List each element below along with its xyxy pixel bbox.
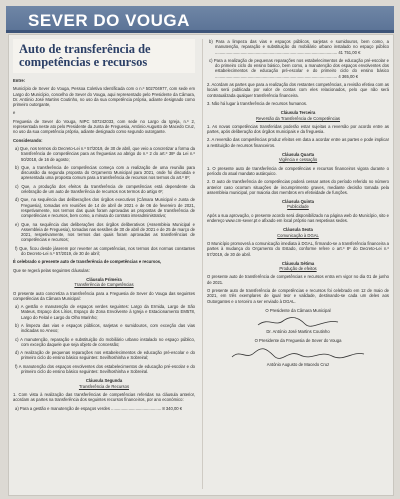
considering-heading: Considerando: [13, 137, 43, 143]
clause-1-item: a) A gestão e manutenção de espaços verdes seguintes: Largo da Ermida, Largo de São Mateus, Espaço dos Lírios, Espaço do Zona Envolvente à Igreja e Estacionamento EM578, Largo do Feital e Largo do Olho Marinho; [15, 304, 195, 320]
clause-2-title: Transferência de Recursos [78, 383, 130, 389]
clause-5-heading: Cláusula Quinta [282, 199, 314, 205]
clause-2-item: c) Para a realização de pequenas reparações nos estabelecimentos de educação pré-escolar e do primeiro ciclo do ensino básico, bem como, a manutenção dos espaços envolventes dos estabelecimentos de educação pré-escolar e do primeiro ciclo do ensino básico ......................................................................................................... 4 365,00 € [209, 57, 389, 79]
clause-3-item: 2. A reversão das competências produz efeitos em data a acordar entre as partes e pode implicar a restituição de recursos financeiros. [207, 137, 389, 148]
clause-2-item: a) Para a gestão e manutenção de espaços verdes ........................................... 8 340,00 € [15, 405, 183, 411]
clause-2-paragraph: 2. Acordam as partes que para a realização dos restantes competências, a revisão efetiva com as locais será publicada por valor de contas com eles relacionados, pelo que não será contratualizada qualquer transferência financeira. [207, 82, 389, 98]
clauses-intro: Que se regerá pelas seguintes cláusulas: [13, 267, 90, 273]
clause-1-item: c) A manutenção, reparação e substituição do mobiliário urbano instalado no espaço público, com exceção daquele que seja objeto de concessão; [15, 336, 195, 347]
left-column [13, 39, 195, 414]
clause-1-intro: O presente auto concretiza a transferência para a Freguesia de Sever do Vouga das seguintes competências da Câmara Municipal: [13, 290, 195, 301]
considering-item: a) Que, nos termos do Decreto-Lei n.º 57/2019, de 30 de abril, que veio a concretizar a forma da transferência de competências para as freguesias ao abrigo do n.º 2 do art.º 38º da Lei n.º 50/2018, de 16 de agosto; [15, 145, 195, 162]
considering-item: d) Que, na sequência das deliberações dos órgãos executivos (Câmara Municipal e Junta de Freguesia), tomadas em reuniões de 14 de abril de 2021 e de 06 de fevereiro de 2021, respetivamente, nos termos das quais foram aprovadas as propostas de transferência de competências e recursos, bem como, a minuta do contrato interadministrativo; [15, 197, 195, 219]
clause-7-heading: Cláusula Sétima [281, 260, 315, 266]
notice-title: Auto de transferência de competências e recursos [19, 42, 151, 69]
clause-4-item: 1. O presente auto de transferência de competências e recursos financeiros vigora durante o período do atual mandato autárquico. [207, 165, 389, 176]
clause-6-heading: Cláusula Sexta [283, 227, 313, 233]
title-box [13, 39, 195, 73]
clause-1-item: d) A realização de pequenas reparações nos estabelecimentos de educação pré-escolar e do primeiro ciclo do ensino básico seguintes: Sevilhoshinha e Sobreiral; [15, 350, 195, 361]
party-municipality: Município de Sever do Vouga, Pessoa Coletiva Identificada com o n.º 502704977, com sede em Largo do Município, concelho de Sever do Vouga, aqui representado pelo Presidente da Câmara, Dr. António José Martins Coutinho, no uso da sua competência própria, adiante designado como primeiro outorgante, [13, 86, 195, 108]
closing-paragraph: O presente auto de transferência de competências e recursos foi celebrado em 12 de maio de 2021, em três exemplares de igual teor e validade, destinando-se cada um deles aos Outorgantes e o terceiro a ser enviado à DGAL. [207, 287, 389, 304]
considering-item: e) Que, na sequência das deliberações dos órgãos deliberativos (Assembleia Municipal e Assembleia de Freguesia), tomadas nas sessões de 30 de abril de 2021 e de 25 de março de 2021, respetivamente, nos termos das quais foram aprovadas as transferências de competências e recursos; [15, 221, 195, 243]
considering-item: f) Que, ficou desde jáserem por reverter as competências, nos termos dos normas constantes do Decreto-Lei n.º 57/2019, de 30 de abril; [15, 245, 195, 257]
masthead-title: SEVER DO VOUGA [28, 11, 190, 30]
clause-1-item: b) A limpeza das vias e espaços públicos, sarjetas e sumidouros, com exceção das vias indicadas no Anexo; [15, 322, 195, 334]
considering-item: c) Que, a produção dos efeitos da transferência de competências está dependente da celebração de um auto de transferência de recursos nos termos do artigo 6º; [15, 183, 195, 195]
clause-4-heading: Cláusula Quarta [281, 152, 315, 158]
signature-name: Dr. António José Martins Coutinho [266, 329, 330, 335]
clause-1-heading: Cláusula Primeira [86, 276, 122, 282]
signature-label: O Presidente da Freguesia de Sever do Vouga [254, 338, 342, 344]
masthead-bar [6, 6, 394, 33]
clause-7-title: Produção de efeitos [279, 266, 317, 272]
clause-3-heading: Cláusula Terceira [280, 110, 316, 116]
clause-5-text: Após a sua aprovação, o presente acordo será disponibilizado na página web do Município, sito e endereço www.cm-sever.pt e afixado em local próprio nas respetivas sedes. [207, 212, 389, 224]
clause-1-title: Transferência de Competências [74, 282, 134, 288]
clause-7-text: O presente auto de transferência de competências e recursos entra em vigor no dia 01 de junho de 2021. [207, 274, 389, 285]
clause-4-title: Vigência e cessação [278, 157, 318, 163]
handwritten-signature [253, 315, 343, 329]
clause-2-paragraph: 1. Com vista à realização das transferências de competências referidas na cláusula anterior, acordam as partes na transferência dos seguintes recursos financeiros, por ano económico: [13, 391, 195, 403]
signature-label: O Presidente da Câmara Municipal [265, 307, 331, 313]
clause-3-item: 1. As novas competências transferidas poderão estar sujeitas a reversão por acordo entre as partes, após deliberação dos órgãos municipais e da freguesia. [207, 123, 389, 135]
celebration-statement: É celebrado o presente auto de transferência de competências e recursos, [13, 259, 162, 265]
official-notice [8, 34, 394, 496]
and-word: e [13, 110, 16, 116]
clause-1-item: f) A manutenção dos espaços envolventes dos estabelecimentos de educação pré-escolar e do primeiro ciclo do ensino básico seguintes: Sevilhoshinha e Sobreiral. [15, 363, 195, 375]
clause-3-title: Reversão da Transferência de Competências [255, 115, 341, 121]
party-parish: Freguesia de Sever do Vouga, NIPC 507242033, com sede no Largo da Igreja, n.º 2, representada neste ato pelo Presidente da Junta de Freguesia, António Augusto de Macedo Cruz, no uso da sua competência própria, adiante designado como segundo outorgante. [13, 118, 195, 135]
signature-name: António Augusto de Macedo Cruz [266, 361, 330, 367]
clause-2-heading: Cláusula Segunda [85, 378, 123, 384]
handwritten-signature [228, 346, 368, 362]
considering-item: b) Que, a transferência de competências começa com a realização de uma reunião para discussão da segunda proposta do Orçamento Municipal para 2021, onde foi discutida e apresentada uma proposta comum para a transferência de recursos nos termos do art.º 8º; [15, 164, 195, 181]
column-divider [202, 39, 203, 489]
clause-4-item: 2. O auto de transferência de competências poderá cessar antes do período referido no número anterior caso ocorram situações de incumprimento graves, mediante decisão tomada pela assembleia municipal, por maioria dos membros em efetividade de funções. [207, 179, 389, 195]
clause-2-item: b) Para a limpeza das vias e espaços públicos, sarjetas e sumidouros, bem como, a manutenção, reparação e substituição do mobiliário urbano instalado no espaço público ......................................................................................................... 41 751,00 € [209, 39, 389, 55]
clause-5-title: Publicidade [287, 204, 309, 210]
clause-6-title: Comunicação à DGAL [277, 232, 319, 238]
right-column [207, 39, 389, 367]
parties-heading: Entre: [13, 78, 26, 83]
clause-2-paragraph: 3. Não há lugar à transferência de recursos humanos. [207, 100, 308, 106]
signature-block-mayor [207, 308, 389, 335]
clause-6-text: O Município promoverá a comunicação imediata à DGAL, firmando-se a transferência financeira a partes à mudança do Orçamento do Estado, conforme refere o art.º 8º do Decreto-Lei n.º 57/2019, de 30 de abril. [207, 240, 390, 257]
signature-block-parish [207, 338, 389, 367]
